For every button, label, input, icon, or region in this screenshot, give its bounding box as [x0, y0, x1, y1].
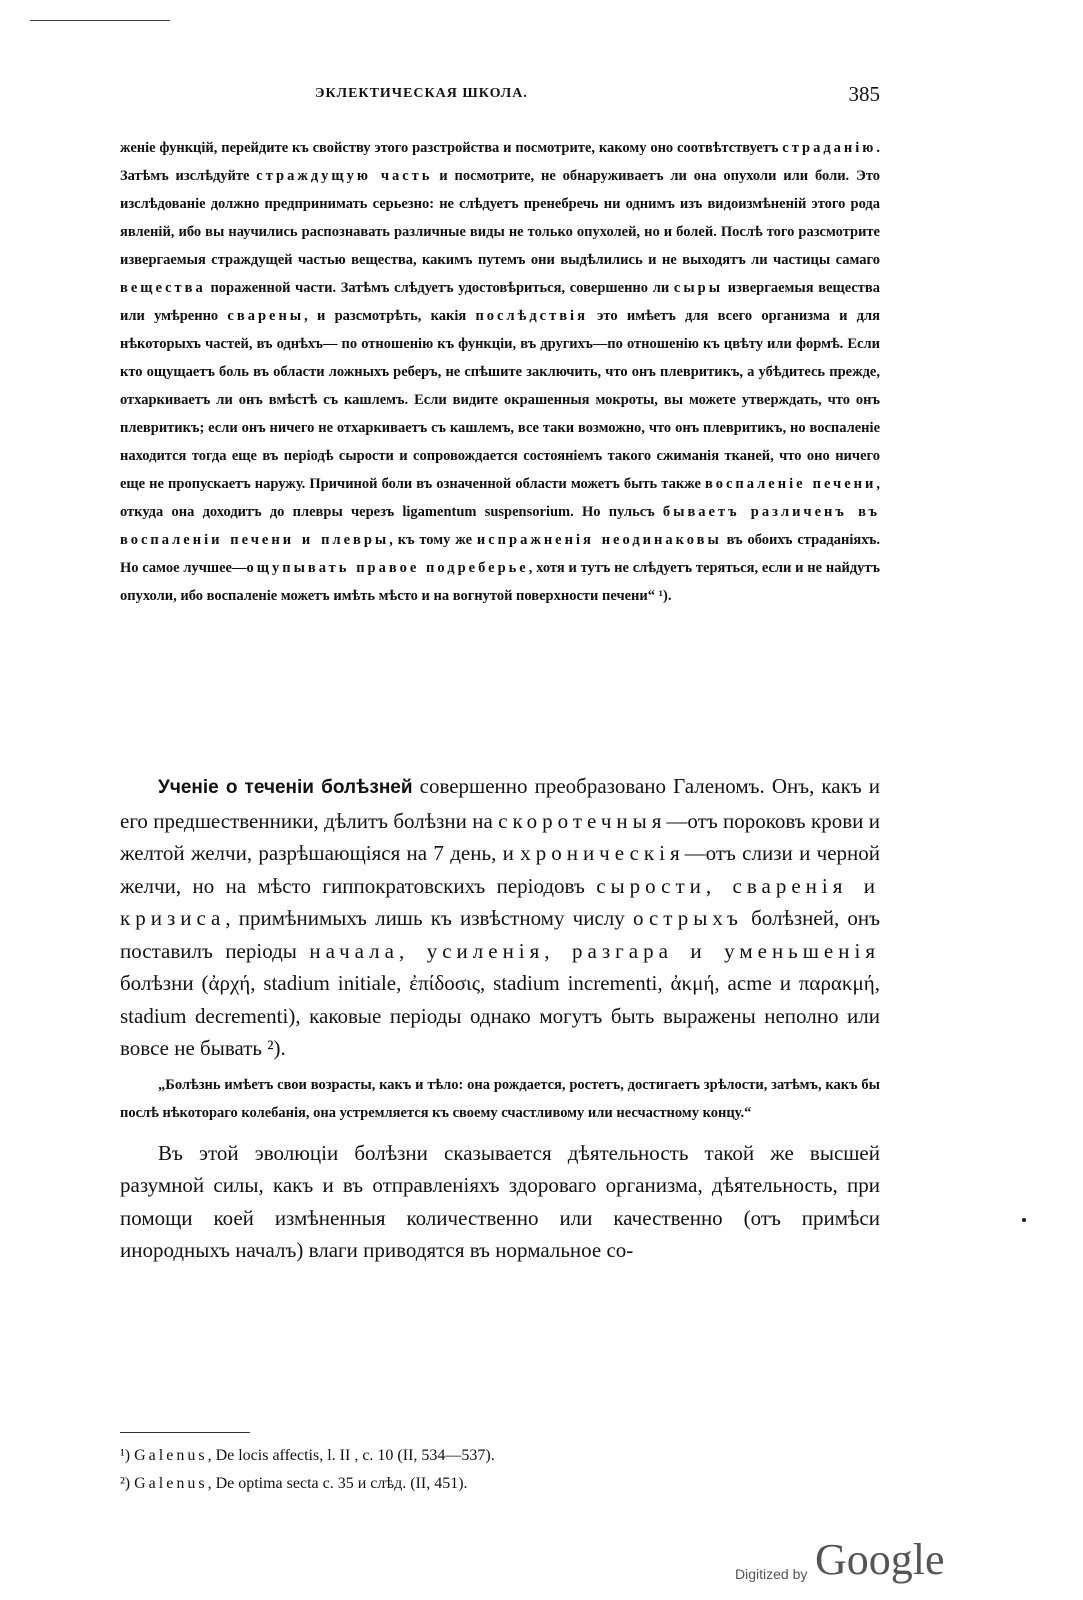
- running-title: ЭКЛЕКТИЧЕСКАЯ ШКОЛА.: [315, 86, 528, 101]
- google-logo: Google: [815, 1535, 945, 1584]
- quote-emphasis: вещества: [120, 280, 206, 296]
- section-lead: Ученіе о теченіи болѣзней: [158, 777, 413, 798]
- quote-emphasis: сварены: [227, 308, 305, 324]
- galen-quote: „Болѣзнь имѣетъ свои возрасты, какъ и тѣло: она рождается, ростетъ, достигаетъ зрѣлости, затѣмъ, какъ бы послѣ нѣкотораго колебанія, она устремляется къ своему счастливому или несчастному концу.“: [120, 1076, 880, 1121]
- body-text: совершенно преобразовано Галеномъ. Онъ, какъ и его предшественники, дѣлитъ болѣзни на: [120, 774, 880, 833]
- quote-text: женіе функцій, перейдите къ свойству этого разстройства и посмотрите, какому оно соотвѣтствуетъ: [120, 140, 783, 156]
- footnote-text: , De optima secta c. 35 и слѣд. (II, 451).: [207, 1475, 468, 1492]
- page-number: 385: [848, 82, 880, 106]
- body-emphasis: сырости, сваренія и кризиса: [120, 873, 880, 930]
- quote-emphasis: ощупывать правое подреберье: [246, 560, 529, 576]
- quote-block: [120, 134, 880, 610]
- quote-emphasis: бываетъ различенъ въ воспаленіи печени и плевры: [120, 504, 881, 548]
- body-emphasis: хроническія: [520, 841, 685, 865]
- footnote-number: ¹): [120, 1447, 131, 1464]
- quote-text: , откуда она доходитъ до плевры черезъ ligamentum suspensorium. Но пульсъ: [120, 476, 881, 520]
- top-rule: [30, 20, 170, 21]
- scan-speck: [1022, 1218, 1026, 1222]
- footnote-author: Galenus: [134, 1447, 208, 1464]
- footnote-2: [120, 1470, 880, 1498]
- body-text: , примѣнимыхъ лишь къ извѣстному числу: [225, 906, 633, 930]
- footnote-ref: ¹).: [658, 588, 672, 604]
- quote-text: и посмотрите, не обнаруживаетъ ли она опухоли или боли. Это изслѣдованіе должно предпринимать серьезно: не слѣдуетъ пренебречь ни однимъ изъ видоизмѣненій этого рода явленій, ибо вы научились распознавать различные виды не только опухолей, но и болей. Послѣ того разсмотрите извергаемыя страждущей частью вещества, какимъ путемъ они выдѣлились и не выходятъ ли частицы самаго: [120, 168, 881, 268]
- body-text: болѣзней, онъ поставилъ періоды: [120, 906, 880, 963]
- footnote-rule: [120, 1432, 250, 1433]
- body-text: болѣзни (ἀρχή, stadium initiale, ἐπίδοσις, stadium incrementi, ἀκμή, acme и παρακμή, stadium decrementi), каковые періоды однако могутъ быть выражены неполно или вовсе не бывать: [120, 971, 880, 1060]
- quote-emphasis: страждущую часть: [256, 168, 433, 184]
- main-body: [120, 770, 880, 1267]
- footnote-ref: ²).: [267, 1036, 286, 1060]
- quote-emphasis: сыры: [673, 280, 724, 296]
- quote-text: въ обоихъ страданіяхъ. Но самое лучшее—: [120, 532, 880, 576]
- quote-text: . Затѣмъ изслѣдуйте: [120, 140, 880, 184]
- running-head: [120, 84, 880, 108]
- quote-emphasis: испражненія неодинаковы: [476, 532, 722, 548]
- quote-text: , хотя и тутъ не слѣдуетъ теряться, если и не найдутъ опухоли, ибо воспаленіе можетъ имѣть мѣсто и на вогнутой поверхности печени“: [120, 560, 880, 604]
- footnote-author: Galenus: [134, 1475, 208, 1492]
- body-emphasis: скоротечныя: [498, 808, 667, 833]
- digitized-watermark: [735, 1534, 955, 1594]
- body-emphasis: начала, усиленія, разгара и уменьшенія: [309, 938, 880, 963]
- body-paragraph: Въ этой эволюціи болѣзни сказывается дѣятельность такой же высшей разумной силы, какъ и въ отправленіяхъ здороваго организма, дѣятельность, при помощи коей измѣненныя количественно или качественно (отъ примѣси инородныхъ началъ) влаги приводятся въ нормальное со-: [120, 1140, 880, 1262]
- quote-text: , къ тому же: [389, 532, 477, 548]
- body-emphasis: острыхъ: [632, 906, 743, 930]
- footnote-1: [120, 1442, 880, 1470]
- quote-emphasis: послѣдствія: [475, 308, 588, 324]
- quote-text: извергаемыя вещества или умѣренно: [120, 280, 880, 324]
- watermark-prefix: Digitized by: [735, 1566, 808, 1582]
- quote-paragraph: [120, 134, 880, 610]
- quote-emphasis: страданію: [782, 140, 877, 156]
- body-text: —отъ пороковъ крови и желтой желчи, разрѣшающіяся на 7 день, и: [120, 808, 880, 865]
- footnotes: [120, 1442, 880, 1498]
- quote-text: пораженной части. Затѣмъ слѣдуетъ удостовѣриться, совершенно ли: [205, 280, 674, 296]
- body-paragraph: [120, 770, 880, 1065]
- body-text: —отъ слизи и черной желчи, но на мѣсто гиппократовскихъ періодовъ: [120, 841, 880, 898]
- quote-text: , и разсмотрѣть, какія: [304, 308, 476, 324]
- quote-text: это имѣетъ для всего организма и для нѣкоторыхъ частей, въ однѣхъ— по отношенію къ функціи, въ другихъ—по отношенію къ цвѣту или формѣ. Если кто ощущаетъ боль въ области ложныхъ реберъ, не спѣшите заключить, что онъ плевритикъ, а убѣдитесь прежде, отхаркиваетъ ли онъ вмѣстѣ съ кашлемъ. Если видите окрашенныя мокроты, вы можете утверждать, что онъ плевритикъ; если онъ ничего не отхаркиваетъ съ кашлемъ, все таки возможно, что онъ плевритикъ, но воспаленіе находится тогда еще въ періодѣ сырости и сопровождается состояніемъ такого сжиманія тканей, что оно ничего еще не пропускаетъ наружу. Причиной боли въ означенной области можетъ быть также: [120, 308, 880, 492]
- quote-emphasis: воспаленіе печени: [705, 476, 877, 492]
- footnote-text: , De locis affectis, l. II , c. 10 (II, 534—537).: [207, 1447, 495, 1464]
- footnote-number: ²): [120, 1475, 131, 1492]
